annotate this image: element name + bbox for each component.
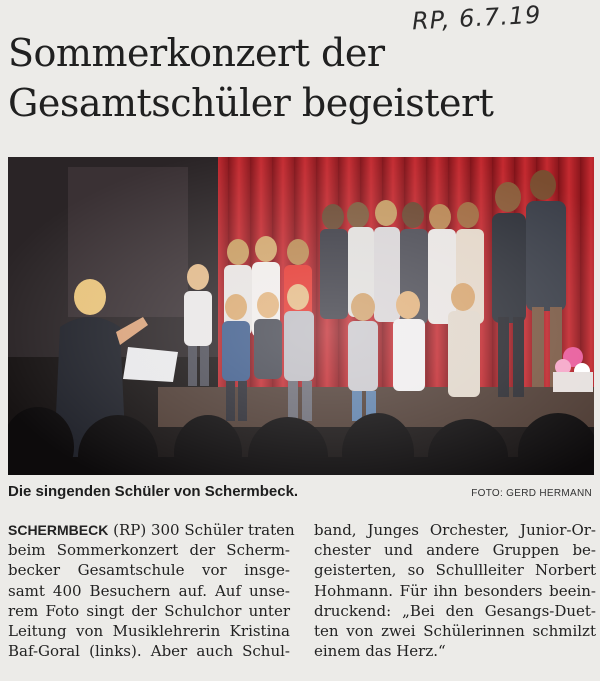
article-line-text: (RP) 300 Schüler traten <box>108 521 295 539</box>
article-column-left <box>8 520 295 661</box>
headline-line-2: Gesamtschüler begeistert <box>8 81 494 125</box>
article-line: Baf-Goral (links). Aber auch Schul- <box>8 642 290 661</box>
article-line: ten von zwei Schülerinnen schmilzt <box>314 622 596 641</box>
photo-credit: FOTO: GERD HERMANN <box>471 488 592 499</box>
article-line: Leitung von Musiklehrerin Kristina <box>8 622 290 641</box>
article-headline <box>8 28 598 128</box>
article-line: einem das Herz.“ <box>314 642 446 661</box>
article-dateline: SCHERMBECK <box>8 522 109 538</box>
article-line: geisterten, so Schullleiter Norbert <box>314 561 596 580</box>
article-column-right <box>314 520 596 661</box>
article-line: chester und andere Gruppen be- <box>314 541 596 560</box>
concert-photo-illustration <box>8 157 594 475</box>
article-line: Hohmann. Für ihn besonders beein- <box>314 581 596 600</box>
article-line: band, Junges Orchester, Junior-Or- <box>314 521 596 539</box>
article-line: rem Foto singt der Schulchor unter <box>8 601 290 620</box>
article-line: becker Gesamtschule vor insge- <box>8 561 290 580</box>
article-line: druckend: „Bei den Gesangs-Duet- <box>314 601 596 620</box>
headline-line-1: Sommerkonzert der <box>8 31 385 75</box>
handwritten-date-note: RP, 6.7.19 <box>411 0 543 36</box>
article-line: samt 400 Besuchern auf. Auf unse- <box>8 581 290 600</box>
concert-photo <box>8 157 594 475</box>
article-line: beim Sommerkonzert der Scherm- <box>8 541 290 560</box>
article-line <box>8 520 295 540</box>
photo-caption: Die singenden Schüler von Schermbeck. <box>8 483 299 500</box>
